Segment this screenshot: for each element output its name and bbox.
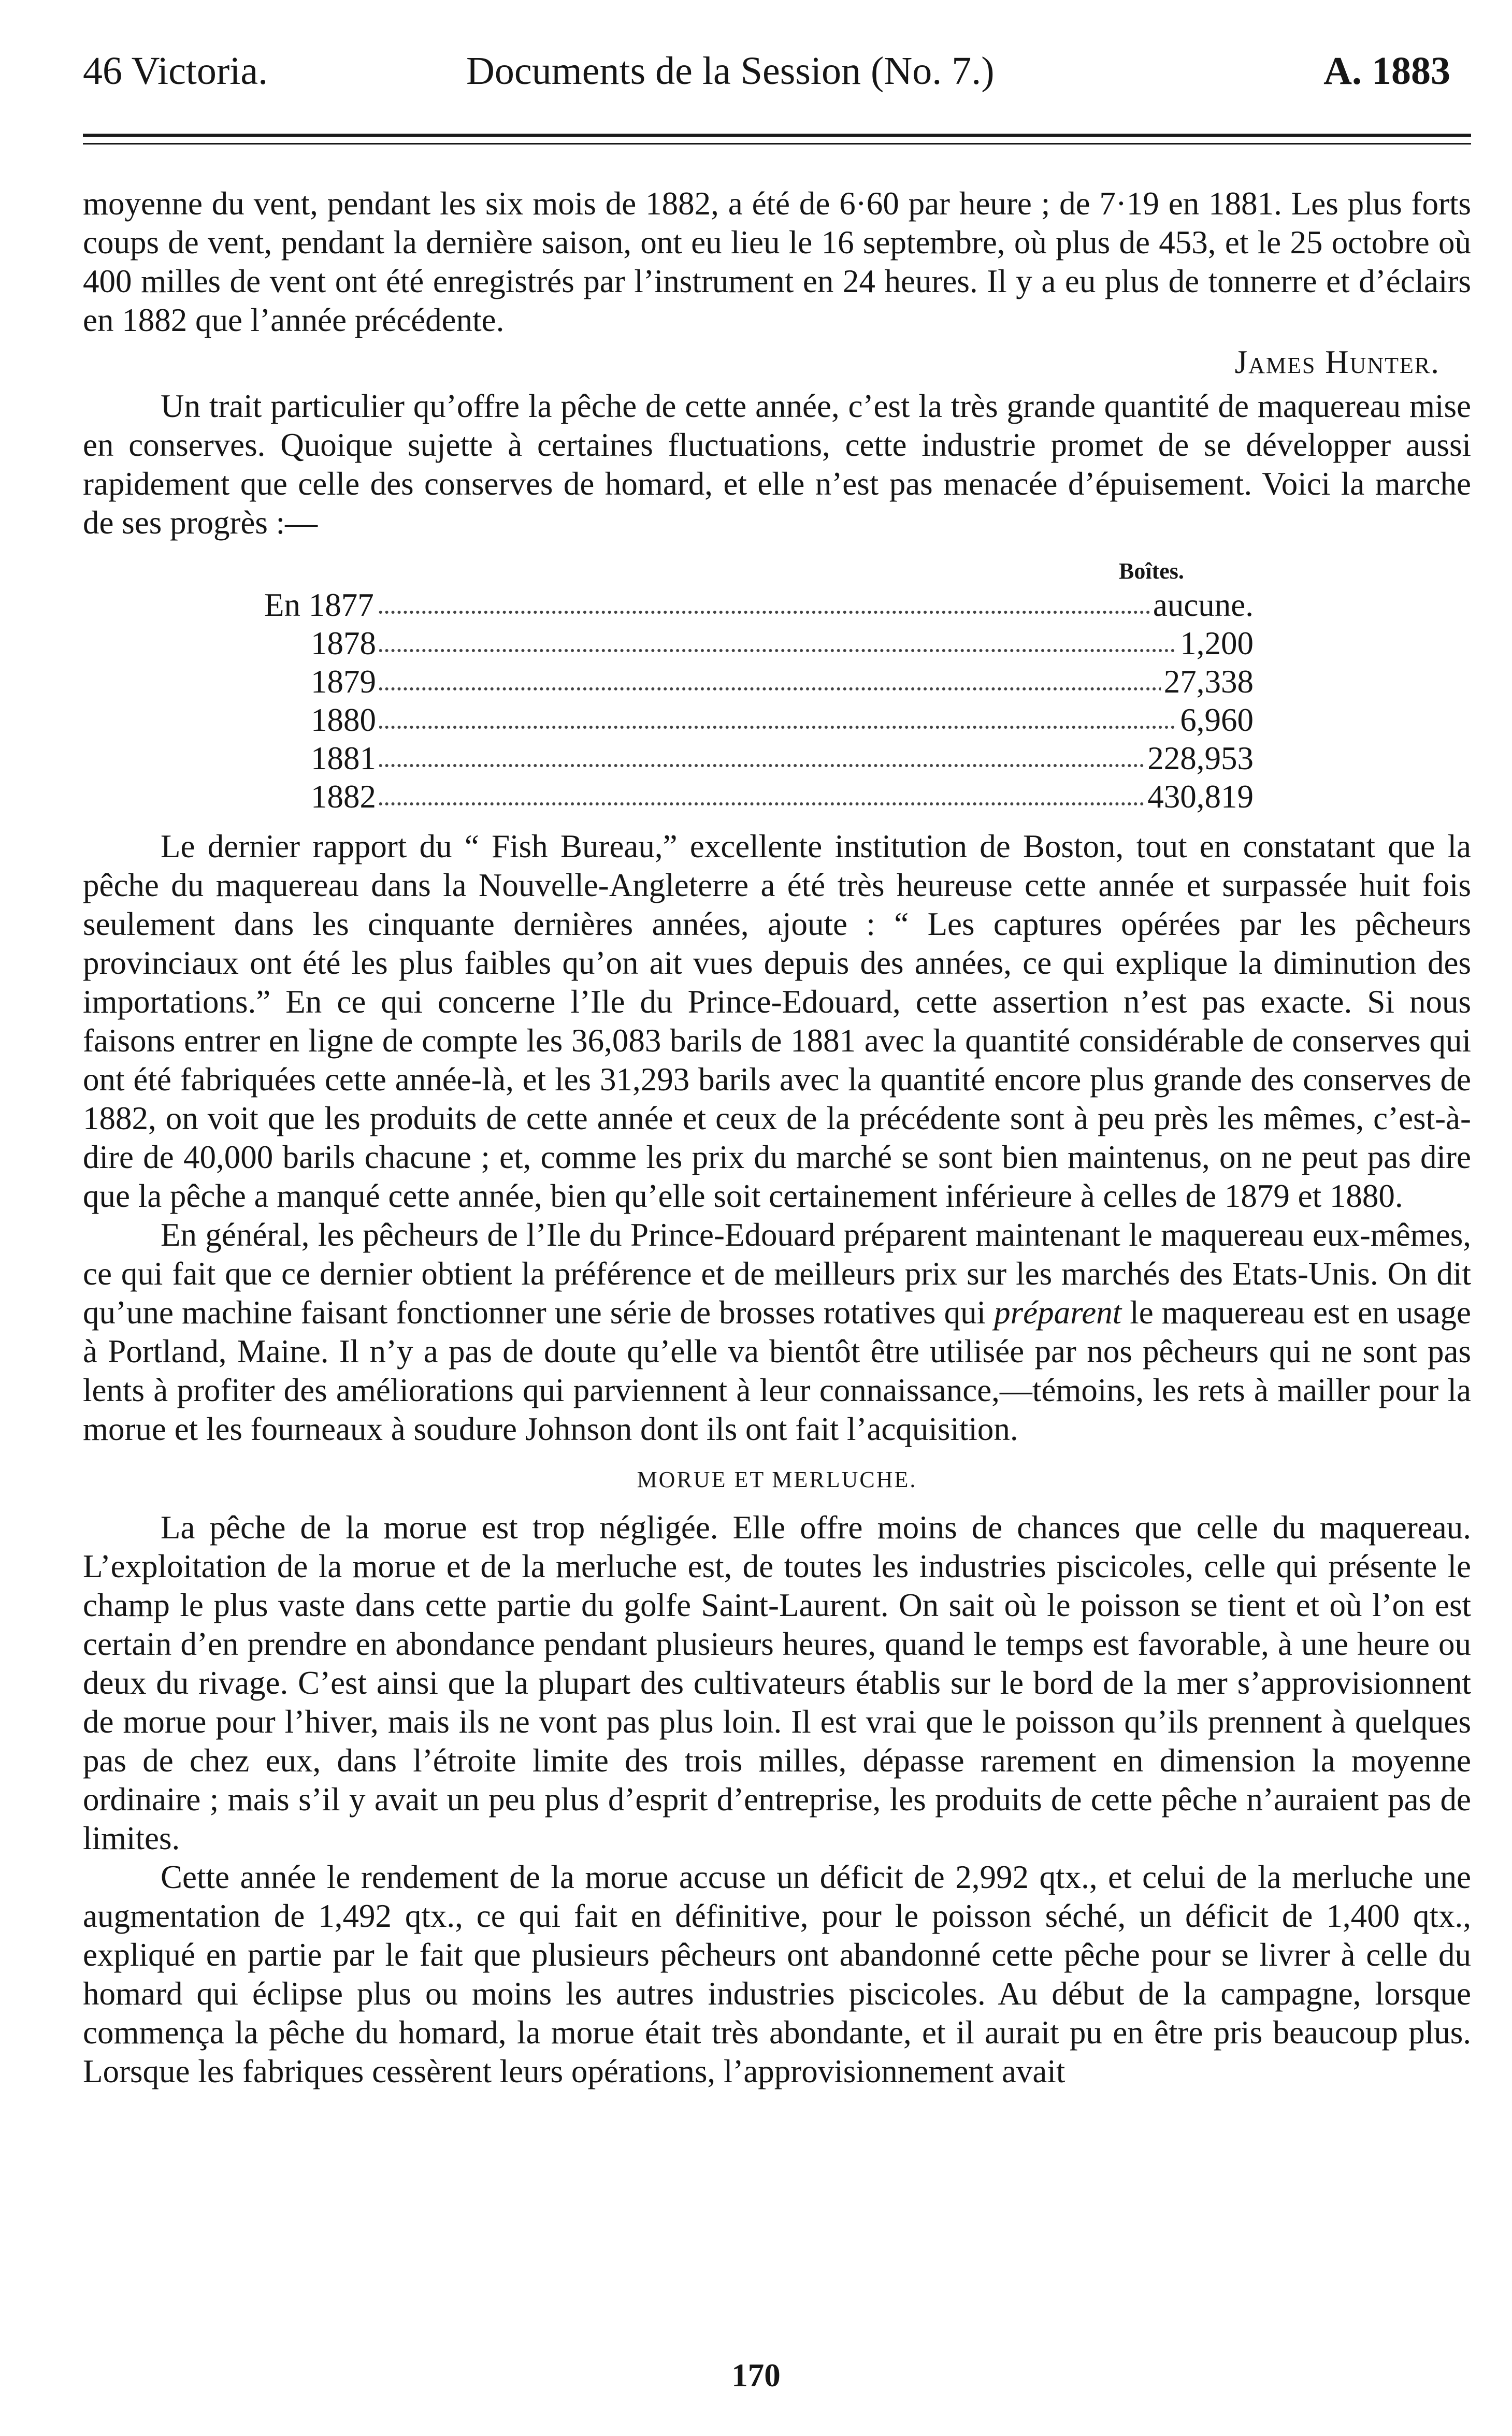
table-row-value: 27,338 bbox=[1161, 662, 1254, 701]
header-year: A. 1883 bbox=[1323, 49, 1450, 93]
dot-leader bbox=[342, 764, 1212, 767]
header-title: Documents de la Session (No. 7.) bbox=[466, 49, 995, 93]
section-heading: MORUE ET MERLUCHE. bbox=[637, 1467, 917, 1492]
table-row-value: 228,953 bbox=[1144, 739, 1254, 777]
table-row-value: 1,200 bbox=[1177, 624, 1254, 662]
paragraph-fish-bureau: Le dernier rapport du “ Fish Bureau,” excellente institution de Boston, tout en constatant que la pêche du maquereau dans la Nouvelle-Angleterre a été très heureuse cette année et surpassée huit fois seulement dans les cinquante dernières années, ajoute : “ Les captures opérées par les pêcheurs provinciaux ont été les plus faibles qu’on ait vues depuis des années, ce qui explique la diminution des importations.” En ce qui concerne l’Ile du Prince-Edouard, cette assertion n’est pas exacte. Si nous faisons entrer en ligne de compte les 36,083 barils de 1881 avec la quantité considérable de conserves qui ont été fabriquées cette année-là, et les 31,293 barils avec la quantité encore plus grande des conserves de 1882, on voit que les produits de cette année et ceux de la précédente sont à peu près les mêmes, c’est-à-dire de 40,000 barils chacune ; et, comme les prix du marché se sont bien maintenus, on ne peut pas dire que la pêche a manqué cette année, bien qu’elle soit certainement inférieure à celles de 1879 et 1880. bbox=[83, 828, 1471, 1214]
header-rule-thin bbox=[83, 143, 1471, 145]
canning-table bbox=[83, 557, 1471, 816]
table-row-year: 1881 bbox=[311, 739, 379, 777]
table-column-header: Boîtes. bbox=[1119, 558, 1184, 584]
paragraph-preparation-start: En général, les pêcheurs de l’Ile du Prince-Edouard préparent maintenant le maquereau eux-mêmes, ce qui fait que ce dernier obtient la préférence et de meilleurs prix sur les marchés des Etats-Unis. On dit qu’une machine faisant fonctionner une série de brosses rotatives qui bbox=[83, 1217, 1471, 1331]
table-row bbox=[83, 662, 1471, 701]
page-body bbox=[83, 184, 1471, 2091]
dot-leader bbox=[342, 726, 1212, 729]
table-row bbox=[83, 777, 1471, 816]
table-row-year: 1880 bbox=[311, 701, 379, 739]
table-row-value: 430,819 bbox=[1144, 777, 1254, 816]
paragraph-wind: moyenne du vent, pendant les six mois de 1882, a été de 6·60 par heure ; de 7·19 en 1881. Les plus forts coups de vent, pendant la dernière saison, ont eu lieu le 16 septembre, où plus de 453, et le 25 octobre où 400 milles de vent ont été enregistrés par l’instrument en 24 heures. Il y a eu plus de tonnerre et d’éclairs en 1882 que l’année précédente. bbox=[83, 185, 1471, 338]
table-row-year: 1882 bbox=[311, 777, 379, 816]
dot-leader bbox=[342, 611, 1212, 614]
page-header bbox=[83, 42, 1456, 99]
table-row bbox=[83, 739, 1471, 777]
table-row bbox=[83, 586, 1471, 624]
table-row-year: 1879 bbox=[311, 662, 379, 701]
table-row bbox=[83, 701, 1471, 739]
dot-leader bbox=[342, 802, 1212, 805]
table-row-year: 1878 bbox=[311, 624, 379, 662]
header-volume: 46 Victoria. bbox=[83, 49, 268, 93]
paragraph-cod-fishing: La pêche de la morue est trop négligée. Elle offre moins de chances que celle du maquereau. L’exploitation de la morue et de la merluche est, de toutes les industries piscicoles, celle qui présente le champ le plus vaste dans cette partie du golfe Saint-Laurent. On sait où le poisson se tient et où l’on est certain d’en prendre en abondance pendant plusieurs heures, quand le temps est favorable, à une heure ou deux du rivage. C’est ainsi que la plupart des cultivateurs établis sur le bord de la mer s’approvisionnent de morue pour l’hiver, mais ils ne vont pas plus loin. Il est vrai que le poisson qu’ils prennent à quelques pas de chez eux, dans l’étroite limite des trois milles, dépasse rarement en dimension la moyenne ordinaire ; mais s’il y avait un peu plus d’esprit d’entreprise, les produits de cette pêche n’auraient pas de limites. bbox=[83, 1509, 1471, 1856]
signature: James Hunter. bbox=[1234, 344, 1440, 380]
header-rule-thick bbox=[83, 134, 1471, 137]
emphasis-preparent: préparent bbox=[994, 1294, 1122, 1331]
dot-leader bbox=[342, 649, 1212, 652]
table-row-year: En 1877 bbox=[264, 586, 377, 624]
dot-leader bbox=[342, 687, 1212, 690]
page-number: 170 bbox=[731, 2357, 781, 2394]
paragraph-mackerel-canning: Un trait particulier qu’offre la pêche de cette année, c’est la très grande quantité de maquereau mise en conserves. Quoique sujette à certaines fluctuations, cette industrie promet de se développer aussi rapidement que celle des conserves de homard, et elle n’est pas menacée d’épuisement. Voici la marche de ses progrès :— bbox=[83, 388, 1471, 541]
table-row-value: 6,960 bbox=[1177, 701, 1254, 739]
table-row bbox=[83, 624, 1471, 662]
paragraph-preparation-end: le maquereau est en usage à Portland, Maine. Il n’y a pas de doute qu’elle va bientôt être utilisée par nos pêcheurs qui ne sont pas lents à profiter des améliorations qui parviennent à leur connaissance,—témoins, les rets à mailler pour la morue et les fourneaux à soudure Johnson dont ils ont fait l’acquisition. bbox=[83, 1294, 1472, 1447]
paragraph-cod-yield: Cette année le rendement de la morue accuse un déficit de 2,992 qtx., et celui de la merluche une augmentation de 1,492 qtx., ce qui fait en définitive, pour le poisson séché, un déficit de 1,400 qtx., expliqué en partie par le fait que plusieurs pêcheurs ont abandonné cette pêche pour se livrer à celle du homard qui éclipse plus ou moins les autres industries piscicoles. Au début de la campagne, lorsque commença la pêche du homard, la morue était très abondante, et il aurait pu en être pris beaucoup plus. Lorsque les fabriques cessèrent leurs opérations, l’approvisionnement avait bbox=[83, 1859, 1471, 2089]
paragraph-preparation bbox=[83, 1216, 1471, 1449]
table-row-value: aucune. bbox=[1150, 586, 1254, 624]
